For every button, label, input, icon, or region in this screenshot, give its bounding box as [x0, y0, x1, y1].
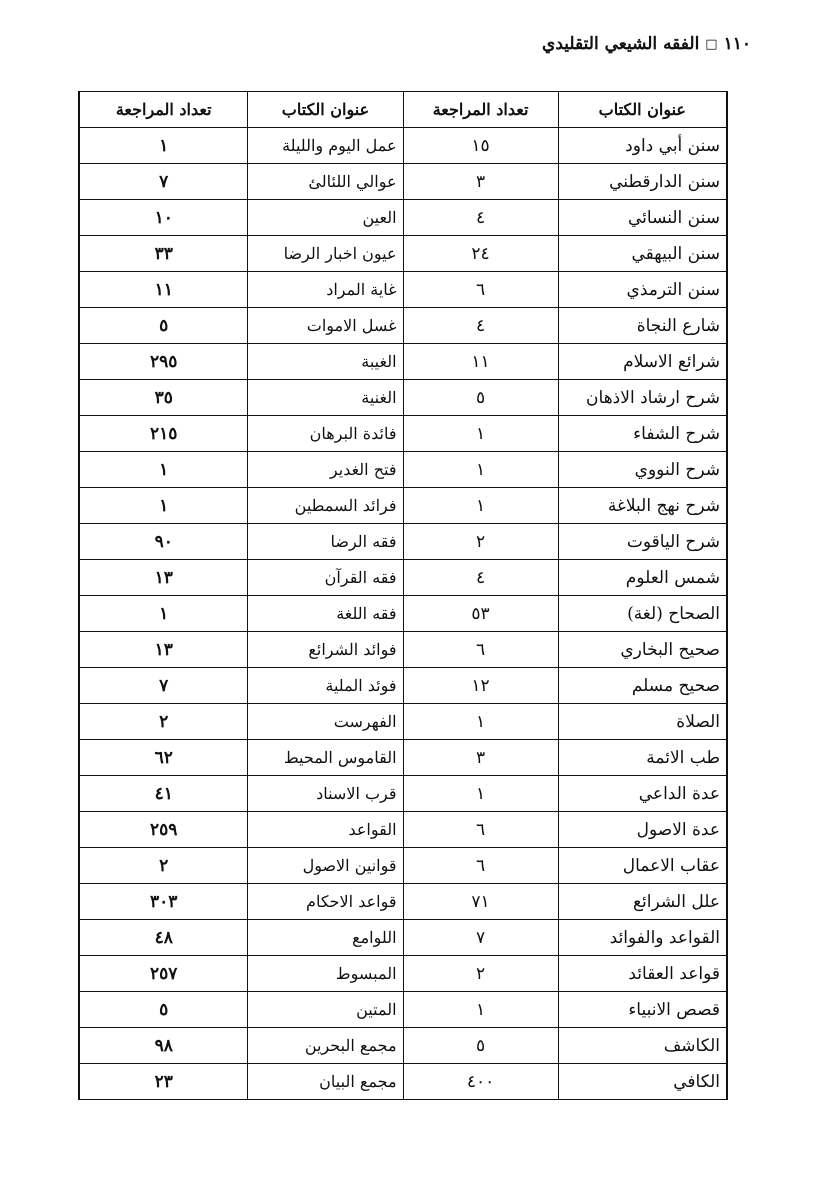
book-title-cell: الصلاة — [558, 704, 727, 740]
table-row — [79, 704, 727, 740]
running-header — [542, 34, 751, 54]
table-row — [79, 776, 727, 812]
book-title-cell: الكافي — [558, 1064, 727, 1100]
book-title-cell: شمس العلوم — [558, 560, 727, 596]
reference-count-cell: ٣٥ — [79, 380, 248, 416]
book-references-table — [78, 91, 728, 1100]
book-title-cell: قواعد الاحكام — [248, 884, 403, 920]
table-row — [79, 812, 727, 848]
reference-count-cell: ١ — [403, 992, 558, 1028]
reference-count-cell: ٢٩٥ — [79, 344, 248, 380]
table-row — [79, 236, 727, 272]
book-title-cell: المبسوط — [248, 956, 403, 992]
reference-count-cell: ٤٠٠ — [403, 1064, 558, 1100]
book-title-cell: مجمع البيان — [248, 1064, 403, 1100]
book-title-cell: فوئد الملية — [248, 668, 403, 704]
reference-count-cell: ٧ — [79, 164, 248, 200]
book-title-cell: الغيبة — [248, 344, 403, 380]
reference-count-cell: ٤ — [403, 560, 558, 596]
book-title-cell: غسل الاموات — [248, 308, 403, 344]
table-row — [79, 452, 727, 488]
book-title-cell: اللوامع — [248, 920, 403, 956]
reference-count-cell: ٣٣ — [79, 236, 248, 272]
reference-count-cell: ٤ — [403, 200, 558, 236]
book-title-cell: مجمع البحرين — [248, 1028, 403, 1064]
reference-count-cell: ٢١٥ — [79, 416, 248, 452]
reference-count-cell: ٦ — [403, 632, 558, 668]
book-title-cell: الكاشف — [558, 1028, 727, 1064]
table-row — [79, 488, 727, 524]
column-header-reference-count: تعداد المراجعة — [79, 92, 248, 128]
reference-count-cell: ٩٨ — [79, 1028, 248, 1064]
column-header-book-title: عنوان الكتاب — [248, 92, 403, 128]
book-title-cell: سنن الدارقطني — [558, 164, 727, 200]
book-title-cell: غاية المراد — [248, 272, 403, 308]
book-title-cell: سنن الترمذي — [558, 272, 727, 308]
book-title: الفقه الشيعي التقليدي — [542, 34, 700, 54]
reference-count-cell: ٣ — [403, 164, 558, 200]
book-title-cell: فائدة البرهان — [248, 416, 403, 452]
book-title-cell: فتح الغدير — [248, 452, 403, 488]
table-row — [79, 992, 727, 1028]
reference-count-cell: ٧١ — [403, 884, 558, 920]
table-row — [79, 200, 727, 236]
column-header-book-title: عنوان الكتاب — [558, 92, 727, 128]
table-row — [79, 416, 727, 452]
book-title-cell: سنن البيهقي — [558, 236, 727, 272]
table-header-row — [79, 92, 727, 128]
reference-count-cell: ٢٥٧ — [79, 956, 248, 992]
reference-count-cell: ١١ — [403, 344, 558, 380]
reference-count-cell: ٢ — [403, 956, 558, 992]
reference-count-cell: ٩٠ — [79, 524, 248, 560]
book-title-cell: الفهرست — [248, 704, 403, 740]
table-row — [79, 344, 727, 380]
table-row — [79, 884, 727, 920]
book-title-cell: صحيح البخاري — [558, 632, 727, 668]
table-row — [79, 272, 727, 308]
book-title-cell: قواعد العقائد — [558, 956, 727, 992]
book-title-cell: شرح الياقوت — [558, 524, 727, 560]
separator-box-icon: □ — [705, 36, 718, 52]
book-title-cell: شرح ارشاد الاذهان — [558, 380, 727, 416]
reference-count-cell: ٧ — [79, 668, 248, 704]
book-title-cell: قصص الانبياء — [558, 992, 727, 1028]
book-title-cell: فقه اللغة — [248, 596, 403, 632]
reference-count-cell: ٦ — [403, 812, 558, 848]
reference-count-cell: ٦ — [403, 848, 558, 884]
reference-count-cell: ٣ — [403, 740, 558, 776]
table-row — [79, 668, 727, 704]
book-title-cell: شرح نهج البلاغة — [558, 488, 727, 524]
table-row — [79, 920, 727, 956]
reference-count-cell: ٢ — [403, 524, 558, 560]
book-title-cell: الغنية — [248, 380, 403, 416]
book-title-cell: علل الشرائع — [558, 884, 727, 920]
book-title-cell: طب الائمة — [558, 740, 727, 776]
column-header-reference-count: تعداد المراجعة — [403, 92, 558, 128]
table-row — [79, 1064, 727, 1100]
reference-count-cell: ١٣ — [79, 632, 248, 668]
book-title-cell: شارع النجاة — [558, 308, 727, 344]
reference-count-cell: ١ — [79, 128, 248, 164]
reference-count-cell: ٧ — [403, 920, 558, 956]
reference-count-cell: ٥ — [79, 308, 248, 344]
book-title-cell: العين — [248, 200, 403, 236]
table-row — [79, 524, 727, 560]
reference-count-cell: ٤١ — [79, 776, 248, 812]
reference-count-cell: ٥ — [403, 1028, 558, 1064]
table-row — [79, 632, 727, 668]
reference-count-cell: ١٥ — [403, 128, 558, 164]
book-title-cell: القواعد والفوائد — [558, 920, 727, 956]
reference-count-cell: ١ — [403, 416, 558, 452]
book-title-cell: صحيح مسلم — [558, 668, 727, 704]
book-title-cell: سنن النسائي — [558, 200, 727, 236]
reference-count-cell: ١ — [403, 776, 558, 812]
book-title-cell: سنن أبي داود — [558, 128, 727, 164]
table-row — [79, 956, 727, 992]
reference-count-cell: ١ — [79, 488, 248, 524]
book-title-cell: فرائد السمطين — [248, 488, 403, 524]
reference-count-cell: ١ — [79, 596, 248, 632]
reference-count-cell: ١ — [403, 704, 558, 740]
reference-count-cell: ١ — [79, 452, 248, 488]
table-body — [79, 128, 727, 1100]
table-row — [79, 164, 727, 200]
reference-count-cell: ١٠ — [79, 200, 248, 236]
page-number: ١١٠ — [723, 34, 751, 54]
book-title-cell: فقه القرآن — [248, 560, 403, 596]
table-row — [79, 380, 727, 416]
book-title-cell: قوانين الاصول — [248, 848, 403, 884]
reference-count-cell: ٥ — [79, 992, 248, 1028]
reference-count-cell: ٢٣ — [79, 1064, 248, 1100]
reference-count-cell: ٢ — [79, 848, 248, 884]
table-row — [79, 560, 727, 596]
reference-count-cell: ١ — [403, 488, 558, 524]
reference-count-cell: ١٣ — [79, 560, 248, 596]
book-title-cell: شرح الشفاء — [558, 416, 727, 452]
reference-count-cell: ١١ — [79, 272, 248, 308]
reference-count-cell: ٦ — [403, 272, 558, 308]
reference-count-cell: ٤ — [403, 308, 558, 344]
book-title-cell: شرائع الاسلام — [558, 344, 727, 380]
table-row — [79, 308, 727, 344]
book-title-cell: الصحاح (لغة) — [558, 596, 727, 632]
book-title-cell: عيون اخبار الرضا — [248, 236, 403, 272]
table-row — [79, 1028, 727, 1064]
table-row — [79, 596, 727, 632]
reference-count-cell: ١٢ — [403, 668, 558, 704]
book-title-cell: المتين — [248, 992, 403, 1028]
book-title-cell: القاموس المحيط — [248, 740, 403, 776]
reference-count-cell: ٤٨ — [79, 920, 248, 956]
book-title-cell: شرح النووي — [558, 452, 727, 488]
reference-count-cell: ٦٢ — [79, 740, 248, 776]
book-title-cell: فقه الرضا — [248, 524, 403, 560]
reference-count-cell: ٥٣ — [403, 596, 558, 632]
reference-count-cell: ١ — [403, 452, 558, 488]
book-title-cell: قرب الاسناد — [248, 776, 403, 812]
reference-count-cell: ٢ — [79, 704, 248, 740]
table-row — [79, 128, 727, 164]
book-title-cell: القواعد — [248, 812, 403, 848]
reference-count-cell: ٣٠٣ — [79, 884, 248, 920]
book-title-cell: عقاب الاعمال — [558, 848, 727, 884]
book-title-cell: عدة الاصول — [558, 812, 727, 848]
book-title-cell: فوائد الشرائع — [248, 632, 403, 668]
reference-count-cell: ٢٥٩ — [79, 812, 248, 848]
book-title-cell: عدة الداعي — [558, 776, 727, 812]
reference-count-cell: ٢٤ — [403, 236, 558, 272]
table-row — [79, 848, 727, 884]
book-title-cell: عوالي اللئالئ — [248, 164, 403, 200]
reference-count-cell: ٥ — [403, 380, 558, 416]
table-row — [79, 740, 727, 776]
book-title-cell: عمل اليوم والليلة — [248, 128, 403, 164]
